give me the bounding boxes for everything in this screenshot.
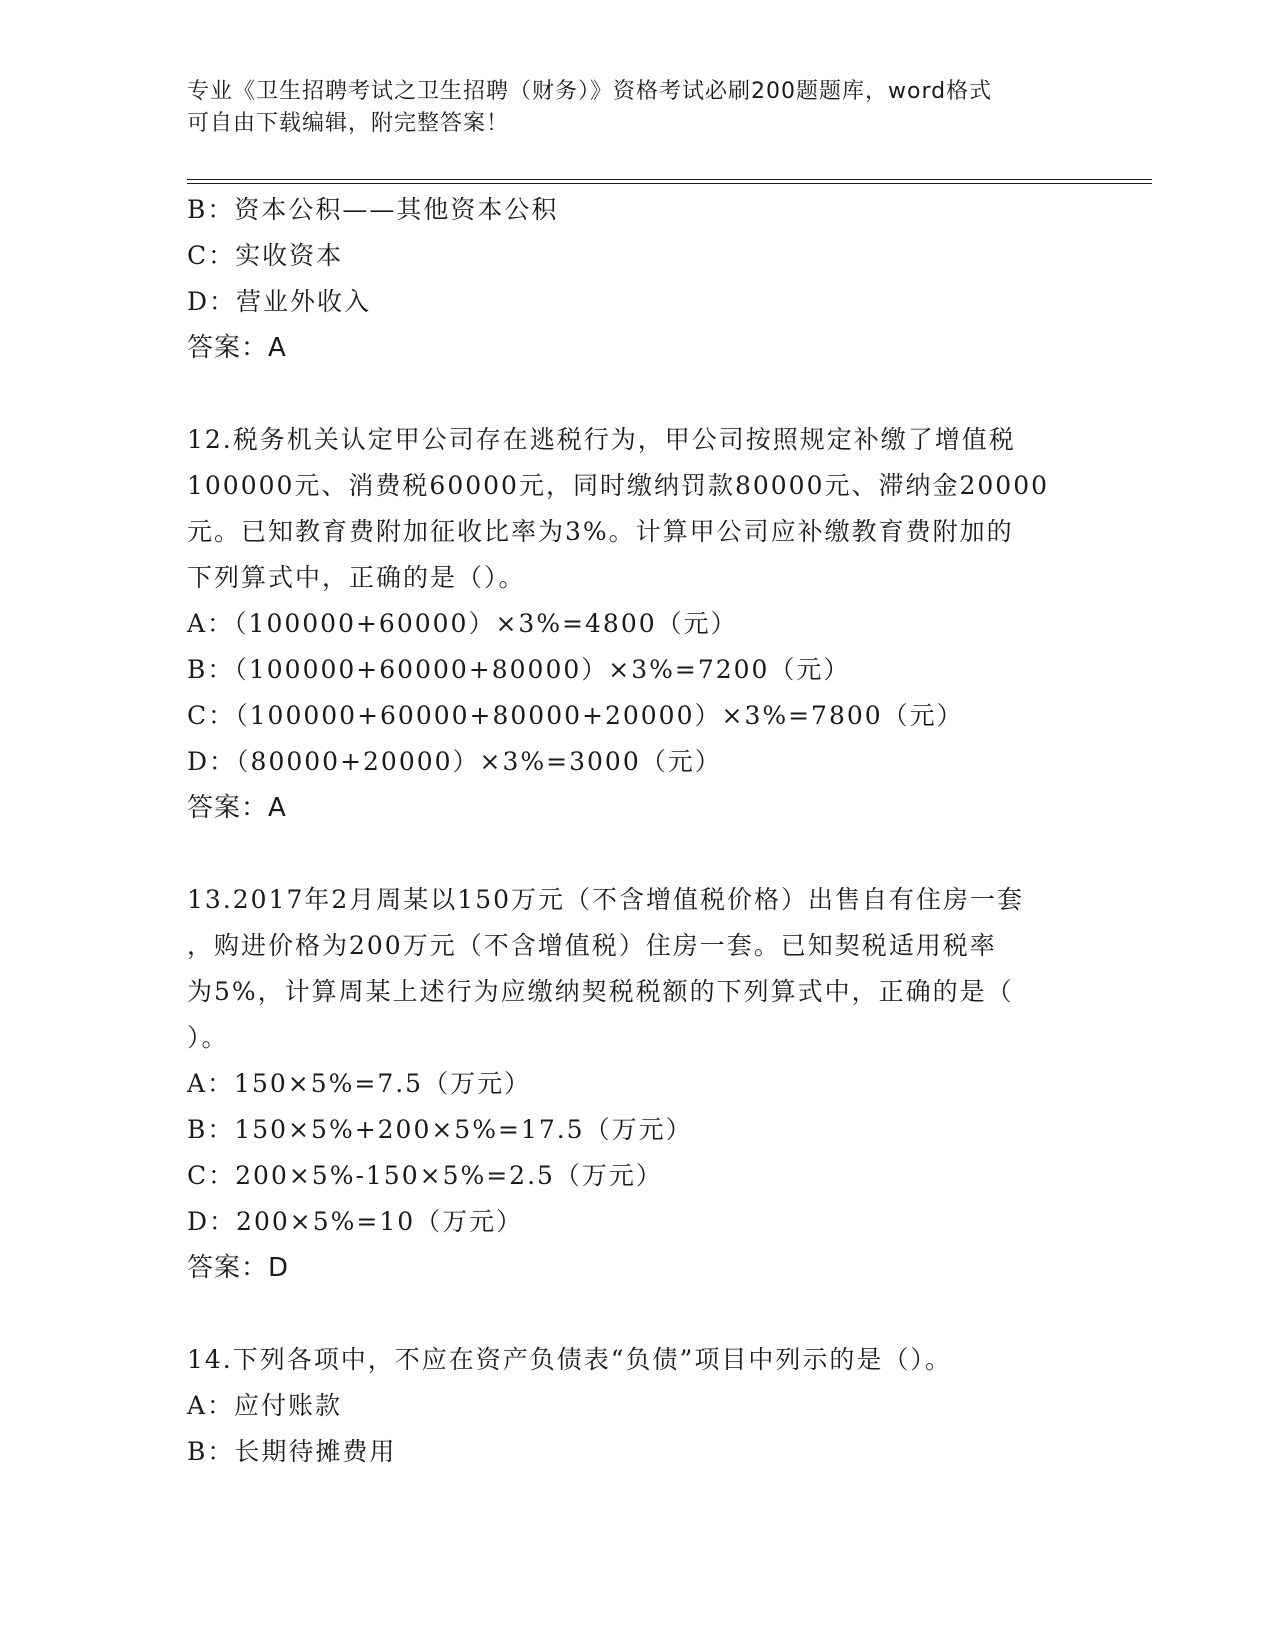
option-c: C：200×5%-150×5%=2.5（万元） (187, 1161, 663, 1190)
option-a: A：（100000+60000）×3%=4800（元） (187, 609, 738, 638)
option-d: D：（80000+20000）×3%=3000（元） (187, 747, 722, 776)
question-stem-line: 14.下列各项中，不应在资产负债表“负债”项目中列示的是（）。 (187, 1345, 952, 1374)
question-spacer (187, 1291, 1087, 1337)
option-a: A：应付账款 (187, 1391, 343, 1420)
option-b: B：资本公积——其他资本公积 (187, 195, 559, 224)
option-d: D：200×5%=10（万元） (187, 1207, 524, 1236)
header-title-line-1: 专业《卫生招聘考试之卫生招聘（财务）》资格考试必刷200题题库，word格式 (187, 79, 993, 104)
question-stem-line: 为5%，计算周某上述行为应缴纳契税税额的下列算式中，正确的是（ (187, 977, 1014, 1006)
option-b: B：（100000+60000+80000）×3%=7200（元） (187, 655, 851, 684)
option-a: A：150×5%=7.5（万元） (187, 1069, 532, 1098)
question-stem-line: ，购进价格为200万元（不含增值税）住房一套。已知契税适用税率 (187, 931, 997, 960)
question-13 (187, 877, 1087, 1291)
answer: 答案：A (187, 793, 287, 823)
question-spacer (187, 831, 1087, 877)
option-c: C：实收资本 (187, 241, 344, 270)
answer: 答案：A (187, 333, 287, 363)
question-stem-line: 12.税务机关认定甲公司存在逃税行为，甲公司按照规定补缴了增值税 (187, 425, 1016, 454)
option-b: B：长期待摊费用 (187, 1437, 397, 1466)
header-divider-bottom (187, 183, 1152, 184)
question-stem-line: 100000元、消费税60000元，同时缴纳罚款80000元、滞纳金20000 (187, 471, 1050, 500)
option-b: B：150×5%+200×5%=17.5（万元） (187, 1115, 693, 1144)
header-title-line-2: 可自由下载编辑，附完整答案！ (187, 111, 510, 136)
option-c: C：（100000+60000+80000+20000）×3%=7800（元） (187, 701, 964, 730)
question-stem-line: ）。 (187, 1023, 229, 1052)
question-stem-line: 下列算式中，正确的是（）。 (187, 563, 526, 592)
question-spacer (187, 371, 1087, 417)
answer: 答案：D (187, 1253, 290, 1283)
question-stem-line: 元。已知教育费附加征收比率为3%。计算甲公司应补缴教育费附加的 (187, 517, 1014, 546)
question-12 (187, 417, 1087, 831)
document-body (187, 187, 1087, 1475)
header-divider-top (187, 179, 1152, 180)
question-14 (187, 1337, 1087, 1475)
question-stem-line: 13.2017年2月周某以150万元（不含增值税价格）出售自有住房一套 (187, 885, 1025, 914)
previous-question-tail (187, 187, 1087, 371)
option-d: D：营业外收入 (187, 287, 372, 316)
document-header (187, 76, 1067, 140)
